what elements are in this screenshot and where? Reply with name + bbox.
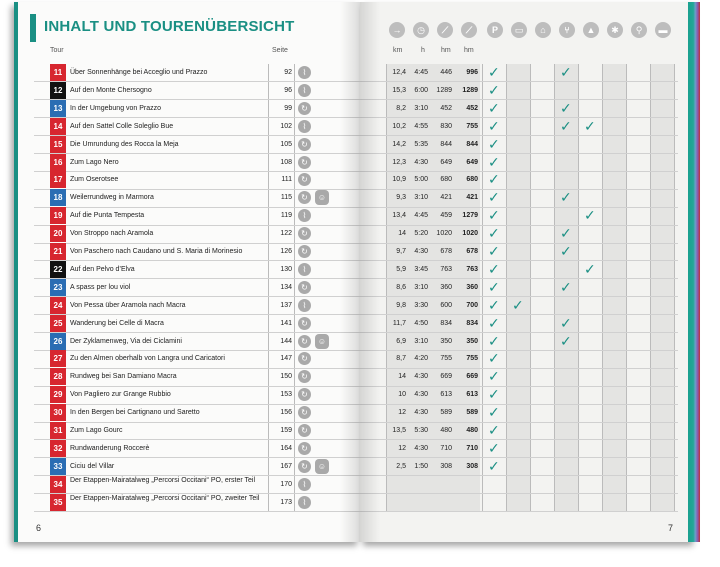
tour-number: 28 [50, 368, 66, 385]
tour-hours: 5:35 [414, 140, 428, 148]
table-row [0, 279, 720, 297]
tour-page: 105 [280, 140, 292, 148]
tour-name: Auf den Sattel Colle Soleglio Bue [70, 122, 174, 130]
tour-number: 17 [50, 171, 66, 188]
tour-ascent-total: 1289 [462, 86, 478, 94]
tour-km: 9,3 [396, 194, 406, 202]
check-icon: ✓ [560, 64, 572, 80]
loop-route-icon: ↻ [298, 245, 311, 258]
kids-friendly-icon: ☺ [315, 459, 329, 474]
loop-route-icon: ↻ [298, 173, 311, 186]
tour-number: 20 [50, 225, 66, 242]
table-row [0, 404, 720, 422]
tour-number: 27 [50, 350, 66, 367]
tour-name: Rundweg bei San Damiano Macra [70, 373, 177, 381]
tour-ascent-total: 680 [466, 176, 478, 184]
tour-ascent: 600 [440, 301, 452, 309]
tour-ascent: 350 [440, 337, 452, 345]
tour-number: 35 [50, 494, 66, 511]
tour-km: 15,3 [392, 86, 406, 94]
tour-ascent: 830 [440, 122, 452, 130]
tour-km: 6,9 [396, 337, 406, 345]
check-icon: ✓ [584, 117, 596, 134]
table-row [0, 315, 720, 333]
tour-page: 147 [280, 355, 292, 363]
loop-route-icon: ↻ [298, 138, 311, 151]
clock-icon: ◷ [413, 22, 429, 38]
check-icon: ✓ [488, 135, 500, 152]
table-row [0, 422, 720, 440]
table-row [0, 154, 720, 172]
tour-hours: 6:00 [414, 86, 428, 94]
tour-page: 99 [284, 104, 292, 112]
tour-ascent: 308 [440, 462, 452, 470]
tour-ascent: 669 [440, 373, 452, 381]
tour-km: 10,9 [392, 176, 406, 184]
tour-hours: 1:50 [414, 462, 428, 470]
check-icon: ✓ [488, 457, 500, 474]
tour-ascent-total: 710 [466, 444, 478, 452]
tour-km: 12,4 [392, 69, 406, 76]
tour-ascent-total: 678 [466, 248, 478, 255]
tour-ascent-total: 996 [466, 69, 478, 76]
tour-hours: 5:00 [414, 176, 428, 184]
tour-hours: 4:30 [414, 248, 428, 255]
tour-km: 5,9 [396, 265, 406, 273]
camper-icon: ▬ [655, 22, 671, 38]
route-a-to-b-icon: ⌇ [298, 263, 311, 276]
tour-km: 12 [398, 409, 406, 417]
tour-number: 16 [50, 154, 66, 171]
tour-km: 10,2 [392, 122, 406, 130]
check-icon: ✓ [488, 243, 500, 259]
check-icon: ✓ [488, 368, 500, 385]
tour-number: 23 [50, 279, 66, 296]
tour-ascent: 480 [440, 427, 452, 434]
tour-hours: 4:55 [414, 122, 428, 130]
loop-route-icon: ↻ [298, 370, 311, 383]
tour-hours: 3:45 [414, 265, 428, 273]
tour-name: Auf die Punta Tempesta [70, 212, 145, 220]
tour-hours: 5:20 [414, 230, 428, 238]
tour-page: 130 [280, 265, 292, 273]
tour-ascent-total: 649 [466, 158, 478, 166]
check-icon: ✓ [488, 314, 500, 331]
tour-number: 12 [50, 82, 66, 99]
cable-car-icon: ⌂ [535, 22, 551, 38]
tour-number: 11 [50, 64, 66, 81]
table-row [0, 82, 720, 100]
tour-number: 13 [50, 100, 66, 117]
table-row [0, 136, 720, 154]
tour-km: 11,7 [392, 319, 406, 327]
tour-number: 29 [50, 386, 66, 403]
check-icon: ✓ [488, 422, 500, 438]
page-title: INHALT UND TOURENÜBERSICHT [44, 18, 295, 35]
tour-hours: 4:45 [414, 69, 428, 76]
tour-number: 19 [50, 207, 66, 224]
check-icon: ✓ [584, 260, 596, 277]
tour-name: Zu den Almen oberhalb von Langra und Caricatori [70, 355, 225, 363]
table-row [0, 100, 720, 118]
tour-page: 167 [280, 462, 292, 470]
tour-ascent: 844 [440, 140, 452, 148]
tour-ascent: 649 [440, 158, 452, 166]
tour-hours: 4:30 [414, 373, 428, 381]
check-icon: ✓ [488, 404, 500, 421]
tour-ascent-total: 308 [466, 462, 478, 470]
tour-ascent: 680 [440, 176, 452, 184]
tour-hours: 4:30 [414, 158, 428, 166]
tour-page: 153 [280, 391, 292, 399]
tour-ascent: 678 [440, 248, 452, 255]
check-icon: ✓ [488, 332, 500, 349]
tour-name: Ciciu del Villar [70, 462, 115, 470]
table-row [0, 440, 720, 458]
tour-name: Zum Oserotsee [70, 176, 119, 184]
tour-ascent: 755 [440, 355, 452, 363]
tour-name: A spass per lou viol [70, 283, 131, 291]
tour-name: Die Umrundung des Rocca la Meja [70, 140, 179, 148]
check-icon: ✓ [488, 189, 500, 206]
check-icon: ✓ [584, 207, 596, 224]
tour-page: 173 [280, 498, 292, 506]
tour-page: 137 [280, 301, 292, 309]
tour-number: 30 [50, 404, 66, 421]
check-icon: ✓ [560, 314, 572, 331]
tour-ascent-total: 669 [466, 373, 478, 381]
route-a-to-b-icon: ⌇ [298, 209, 311, 222]
hm-total-column-header: hm [464, 47, 474, 54]
slope-icon: ⟋ [437, 22, 453, 38]
tour-number: 24 [50, 297, 66, 314]
table-row [0, 494, 720, 512]
tour-page: 115 [280, 194, 292, 202]
tour-km: 12,3 [392, 158, 406, 166]
tour-page: 102 [280, 122, 292, 130]
tour-number: 33 [50, 458, 66, 475]
page-number-left: 6 [36, 523, 42, 533]
tour-number: 21 [50, 243, 66, 260]
tour-name: Auf den Monte Chersogno [70, 86, 152, 94]
tour-ascent: 446 [440, 69, 452, 76]
tour-km: 10 [398, 391, 406, 399]
check-icon: ✓ [488, 207, 500, 224]
tour-page: 96 [284, 86, 292, 94]
loop-route-icon: ↻ [298, 191, 311, 204]
loop-route-icon: ↻ [298, 460, 311, 473]
winter-icon: ✱ [607, 22, 623, 38]
tour-name: Von Stroppo nach Aramola [70, 230, 154, 238]
loop-route-icon: ↻ [298, 281, 311, 294]
tour-ascent-total: 452 [466, 104, 478, 112]
kids-friendly-icon: ☺ [315, 190, 329, 205]
route-a-to-b-icon: ⌇ [298, 299, 311, 312]
tour-page: 141 [280, 319, 292, 327]
table-row [0, 118, 720, 136]
tour-ascent-total: 763 [466, 265, 478, 273]
tour-hours: 4:30 [414, 409, 428, 417]
tour-hours: 4:20 [414, 355, 428, 363]
bus-icon: ▭ [511, 22, 527, 38]
table-row [0, 476, 720, 494]
tour-name: Von Paschero nach Caudano und S. Maria di Morinesio [70, 248, 243, 255]
tour-ascent-total: 834 [466, 319, 478, 327]
tour-km: 12 [398, 444, 406, 452]
tour-ascent-total: 844 [466, 140, 478, 148]
tour-km: 14 [398, 230, 406, 238]
tour-ascent: 452 [440, 104, 452, 112]
tour-hours: 4:30 [414, 444, 428, 452]
tour-ascent: 589 [440, 409, 452, 417]
table-row [0, 64, 720, 82]
table-row [0, 243, 720, 261]
tour-page: 150 [280, 373, 292, 381]
check-icon: ✓ [512, 296, 524, 313]
tour-km: 9,8 [396, 301, 406, 309]
kids-friendly-icon: ☺ [315, 334, 329, 349]
tour-ascent-total: 1020 [462, 230, 478, 238]
page-number-right: 7 [668, 523, 674, 533]
loop-route-icon: ↻ [298, 335, 311, 348]
loop-route-icon: ↻ [298, 442, 311, 455]
tour-page: 126 [280, 248, 292, 255]
tour-km: 8,7 [396, 355, 406, 363]
tour-ascent: 834 [440, 319, 452, 327]
route-a-to-b-icon: ⌇ [298, 66, 311, 79]
loop-route-icon: ↻ [298, 406, 311, 419]
tour-hours: 5:30 [414, 427, 428, 434]
tour-page: 156 [280, 409, 292, 417]
tour-number: 14 [50, 118, 66, 135]
tour-ascent-total: 360 [466, 283, 478, 291]
loop-route-icon: ↻ [298, 156, 311, 169]
table-row [0, 261, 720, 279]
route-a-to-b-icon: ⌇ [298, 120, 311, 133]
tour-ascent-total: 755 [466, 122, 478, 130]
tour-name: Von Pagliero zur Grange Rubbio [70, 391, 171, 399]
check-icon: ✓ [488, 171, 500, 188]
ascent-icon: ⟋ [461, 22, 477, 38]
loop-route-icon: ↻ [298, 424, 311, 437]
tour-name: Der Zyklamenweg, Via dei Ciclamini [70, 337, 182, 345]
tour-page: 134 [280, 283, 292, 291]
tour-name: Zum Lago Gourc [70, 427, 123, 434]
table-row [0, 225, 720, 243]
check-icon: ✓ [560, 117, 572, 134]
tour-page: 108 [280, 158, 292, 166]
check-icon: ✓ [488, 99, 500, 116]
tour-name: Über Sonnenhänge bei Acceglio und Prazzo [70, 69, 208, 76]
tour-hours: 3:30 [414, 301, 428, 309]
check-icon: ✓ [488, 278, 500, 295]
check-icon: ✓ [488, 260, 500, 277]
tour-hours: 4:50 [414, 319, 428, 327]
check-icon: ✓ [488, 117, 500, 134]
tour-page: 92 [284, 69, 292, 76]
seite-column-header: Seite [272, 47, 288, 54]
tour-km: 8,6 [396, 283, 406, 291]
loop-route-icon: ↻ [298, 352, 311, 365]
tour-page: 164 [280, 444, 292, 452]
tour-km: 14,2 [392, 140, 406, 148]
tour-hours: 4:45 [414, 212, 428, 220]
tour-ascent-total: 1279 [462, 212, 478, 220]
tour-name: In der Umgebung von Prazzo [70, 104, 162, 112]
check-icon: ✓ [488, 350, 500, 367]
route-a-to-b-icon: ⌇ [298, 84, 311, 97]
tour-ascent: 1020 [436, 230, 452, 238]
tour-number: 34 [50, 476, 66, 493]
tour-hours: 3:10 [414, 104, 428, 112]
check-icon: ✓ [488, 296, 500, 313]
loop-route-icon: ↻ [298, 102, 311, 115]
bicycle-icon: ⚲ [631, 22, 647, 38]
tour-ascent: 710 [440, 444, 452, 452]
tour-name: Der Etappen-Mairatalweg „Percorsi Occitani“ PO, erster Teil [70, 476, 256, 484]
tour-hours: 3:10 [414, 283, 428, 291]
check-icon: ✓ [560, 332, 572, 349]
check-icon: ✓ [560, 243, 572, 259]
tour-name: Auf den Pelvo d’Elva [70, 265, 135, 273]
tour-ascent-total: 613 [466, 391, 478, 399]
tour-number: 22 [50, 261, 66, 278]
tour-name: Wanderung bei Celle di Macra [70, 319, 164, 327]
tour-km: 13,4 [392, 212, 406, 220]
tour-ascent: 459 [440, 212, 452, 220]
tour-page: 170 [280, 480, 292, 488]
tour-km: 14 [398, 373, 406, 381]
tour-hours: 3:10 [414, 337, 428, 345]
check-icon: ✓ [488, 153, 500, 170]
check-icon: ✓ [488, 64, 500, 80]
tour-page: 119 [280, 212, 292, 220]
tour-number: 31 [50, 422, 66, 439]
table-row [0, 189, 720, 207]
table-row [0, 368, 720, 386]
tour-ascent-total: 589 [466, 409, 478, 417]
tour-number: 26 [50, 333, 66, 350]
check-icon: ✓ [560, 189, 572, 206]
tour-hours: 3:10 [414, 194, 428, 202]
tour-number: 15 [50, 136, 66, 153]
table-row [0, 458, 720, 476]
km-column-header: km [393, 47, 403, 54]
check-icon: ✓ [560, 99, 572, 116]
table-row [0, 350, 720, 368]
tour-page: 111 [281, 176, 292, 184]
tour-name: Der Etappen-Mairatalweg „Percorsi Occitani“ PO, zweiter Teil [70, 494, 260, 502]
restaurant-icon: ⑂ [559, 22, 575, 38]
tour-number: 18 [50, 189, 66, 206]
tour-km: 9,7 [396, 248, 406, 255]
table-row [0, 297, 720, 315]
distance-sign-icon: → [389, 22, 405, 38]
hm-column-header: hm [441, 47, 451, 54]
route-a-to-b-icon: ⌇ [298, 496, 311, 509]
tour-name: In den Bergen bei Cartignano und Saretto [70, 409, 200, 417]
tour-name: Weilerrundweg in Marmora [70, 194, 154, 202]
tour-column-header: Tour [50, 47, 64, 54]
tour-ascent: 1289 [436, 86, 452, 94]
tour-ascent: 421 [440, 194, 452, 202]
tour-ascent-total: 421 [466, 194, 478, 202]
title-accent-bar [30, 14, 36, 42]
loop-route-icon: ↻ [298, 388, 311, 401]
tour-page: 144 [280, 337, 292, 345]
tour-number: 32 [50, 440, 66, 457]
tour-ascent: 763 [440, 265, 452, 273]
tour-ascent: 613 [440, 391, 452, 399]
tour-ascent-total: 700 [466, 301, 478, 309]
tour-km: 2,5 [396, 462, 406, 470]
tour-page: 159 [280, 427, 292, 434]
h-column-header: h [421, 47, 425, 54]
table-row [0, 171, 720, 189]
tour-ascent-total: 755 [466, 355, 478, 363]
table-row [0, 333, 720, 351]
tour-name: Rundwanderung Roccerè [70, 444, 150, 452]
check-icon: ✓ [488, 439, 500, 456]
check-icon: ✓ [560, 278, 572, 295]
check-icon: ✓ [488, 386, 500, 403]
table-row [0, 386, 720, 404]
tour-km: 8,2 [396, 104, 406, 112]
route-a-to-b-icon: ⌇ [298, 478, 311, 491]
tour-km: 13,5 [392, 427, 406, 434]
tour-ascent: 360 [440, 283, 452, 291]
tour-hours: 4:30 [414, 391, 428, 399]
tour-ascent-total: 480 [466, 427, 478, 434]
tour-name: Zum Lago Nero [70, 158, 119, 166]
loop-route-icon: ↻ [298, 227, 311, 240]
check-icon: ✓ [488, 225, 500, 242]
loop-route-icon: ↻ [298, 317, 311, 330]
check-icon: ✓ [560, 225, 572, 242]
table-row [0, 207, 720, 225]
tour-page: 122 [280, 230, 292, 238]
tour-number: 25 [50, 315, 66, 332]
parking-icon: P [487, 22, 503, 38]
summit-icon: ▲ [583, 22, 599, 38]
tour-name: Von Pessa über Aramola nach Macra [70, 301, 186, 309]
tour-ascent-total: 350 [466, 337, 478, 345]
check-icon: ✓ [488, 81, 500, 98]
